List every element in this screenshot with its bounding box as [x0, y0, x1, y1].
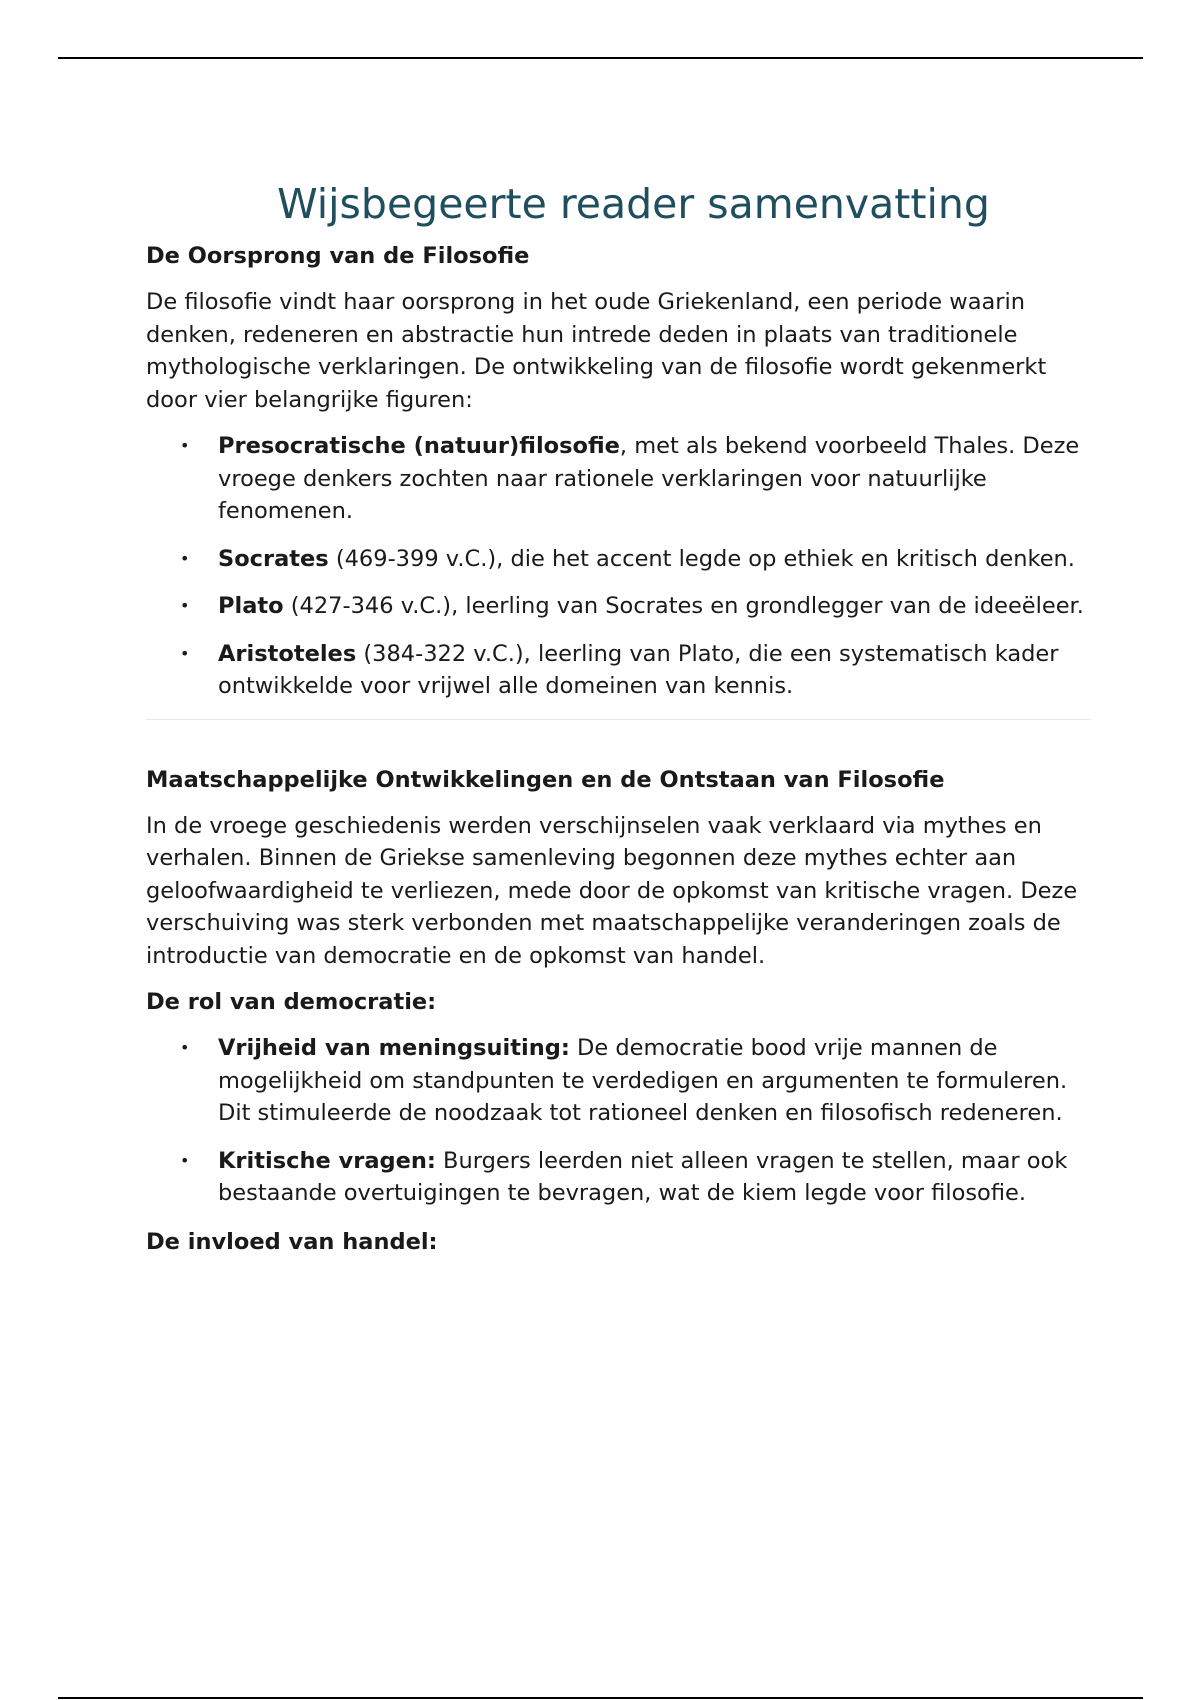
bullet-icon: •: [180, 643, 190, 663]
document-body: [146, 178, 1091, 1272]
list-item-term: Vrijheid van meningsuiting:: [218, 1035, 570, 1061]
page-top-rule: [58, 57, 1143, 59]
list-item: [146, 1145, 1091, 1210]
list-item-text: Burgers leerden niet alleen vragen te stellen, maar ook bestaande overtuigingen te bevragen, wat de kiem legde voor filosofie.: [218, 1147, 1068, 1206]
section-heading-origin: De Oorsprong van de Filosofie: [146, 243, 530, 269]
subheading-trade: De invloed van handel:: [146, 1228, 438, 1255]
page-bottom-rule: [58, 1697, 1143, 1699]
figures-list: [146, 430, 1091, 703]
list-item-text: (469-399 v.C.), die het accent legde op ethiek en kritisch denken.: [328, 545, 1075, 572]
list-item: [146, 638, 1091, 703]
list-item-text: (384-322 v.C.), leerling van Plato, die een systematisch kader ontwikkelde voor vrijwel alle domeinen van kennis.: [218, 640, 1059, 699]
society-intro-paragraph: In de vroege geschiedenis werden verschijnselen vaak verklaard via mythes en verhalen. Binnen de Griekse samenleving begonnen deze mythes echter aan geloofwaardigheid te verliezen, mede door de opkomst van kritische vragen. Deze verschuiving was sterk verbonden met maatschappelijke veranderingen zoals de introductie van democratie en de opkomst van handel.: [146, 812, 1078, 969]
list-item-term: Plato: [218, 593, 284, 619]
list-item: [146, 1032, 1091, 1130]
origin-intro-paragraph: De filosofie vindt haar oorsprong in het oude Griekenland, een periode waarin denken, redeneren en abstractie hun intrede deden in plaats van traditionele mythologische verklaringen. De ontwikkeling van de filosofie wordt gekenmerkt door vier belangrijke figuren:: [146, 289, 1047, 413]
section-heading-society: Maatschappelijke Ontwikkelingen en de Ontstaan van Filosofie: [146, 766, 945, 793]
bullet-icon: •: [180, 596, 190, 615]
bullet-icon: •: [180, 1150, 190, 1170]
list-item: [146, 543, 1091, 576]
list-item-term: Presocratische (natuur)filosofie: [218, 433, 620, 459]
list-item-term: Kritische vragen:: [218, 1147, 436, 1174]
list-item-text: (427-346 v.C.), leerling van Socrates en grondlegger van de ideeëleer.: [283, 593, 1084, 619]
list-item-term: Socrates: [218, 545, 329, 572]
list-item-term: Aristoteles: [218, 640, 357, 667]
list-item-text: De democratie bood vrije mannen de mogelijkheid om standpunten te verdedigen en argumenten te formuleren. Dit stimuleerde de noodzaak tot rationeel denken en filosofisch redeneren.: [218, 1035, 1068, 1126]
bullet-icon: •: [180, 1038, 190, 1057]
bullet-icon: •: [180, 548, 190, 568]
section-divider: [146, 719, 1091, 720]
list-item: [146, 590, 1091, 623]
democracy-list: [146, 1032, 1091, 1210]
document-title: Wijsbegeerte reader samenvatting: [277, 180, 990, 228]
list-item-text: , met als bekend voorbeeld Thales. Deze vroege denkers zochten naar rationele verklaringen voor natuurlijke fenomenen.: [218, 433, 1080, 524]
bullet-icon: •: [180, 436, 190, 455]
subheading-democracy: De rol van democratie:: [146, 989, 437, 1015]
list-item: [146, 430, 1091, 528]
